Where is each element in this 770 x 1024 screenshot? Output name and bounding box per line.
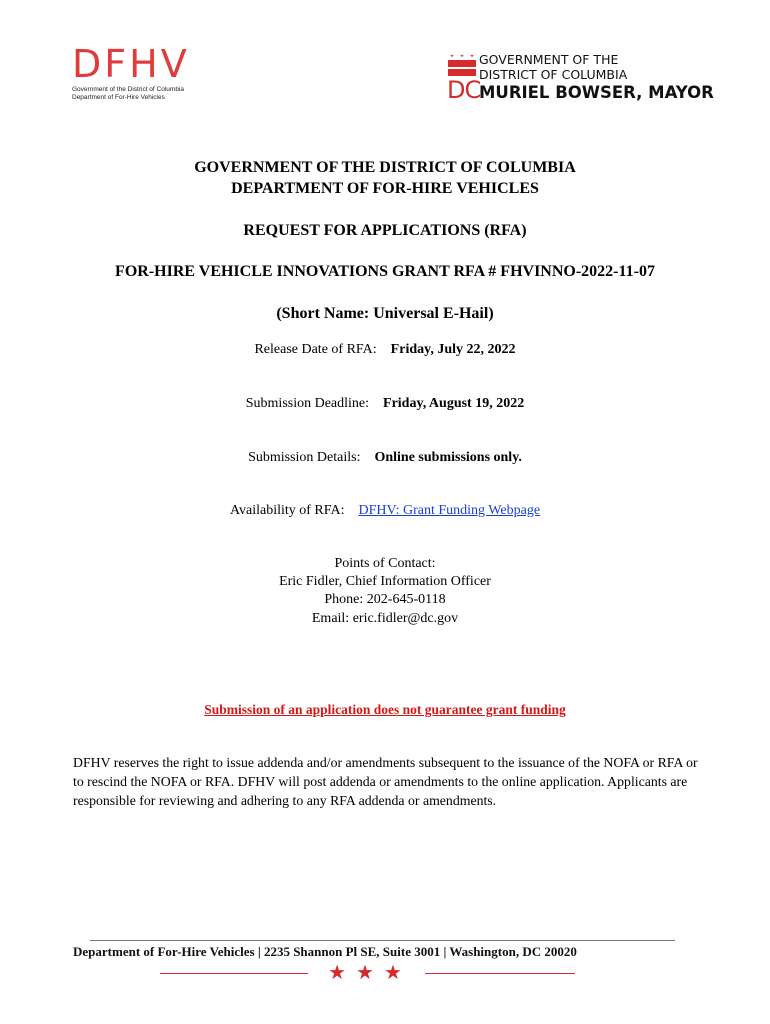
contact-phone: Phone: 202-645-0118 xyxy=(324,592,446,607)
release-date-value: Friday, July 22, 2022 xyxy=(390,342,516,357)
footer-red-rule-right xyxy=(425,973,575,974)
contact-name: Eric Fidler, Chief Information Officer xyxy=(279,574,491,589)
submission-details-label: Submission Details: xyxy=(248,450,361,465)
disclaimer-paragraph: DFHV reserves the right to issue addenda and/or amendments subsequent to the issuance of the NOFA or RFA or to rescind the NOFA or RFA. DFHV will post addenda or amendments to the online application. Applicants are responsible for reviewing and adhering to any RFA addenda or amendments. xyxy=(73,755,698,808)
contact-heading: Points of Contact: xyxy=(334,556,436,571)
submission-details-row xyxy=(0,450,770,466)
dc-flag-icon xyxy=(447,52,477,78)
dc-logo-letters: DC xyxy=(447,76,481,104)
funding-notice: Submission of an application does not guarantee grant funding xyxy=(204,702,566,717)
funding-notice-row xyxy=(0,701,770,719)
availability-row xyxy=(0,503,770,519)
dfhv-logo-subtitle-1: Government of the District of Columbia xyxy=(72,86,184,93)
title-government: GOVERNMENT OF THE DISTRICT OF COLUMBIA xyxy=(194,159,576,176)
grant-funding-webpage-link[interactable]: DFHV: Grant Funding Webpage xyxy=(358,503,541,518)
deadline-label: Submission Deadline: xyxy=(245,396,370,411)
dfhv-logo xyxy=(72,44,212,104)
release-date-label: Release Date of RFA: xyxy=(254,342,377,357)
dc-logo-line-2: DISTRICT OF COLUMBIA xyxy=(479,67,628,82)
dc-logo-mayor: MURIEL BOWSER, MAYOR xyxy=(479,83,714,102)
contact-email: Email: eric.fidler@dc.gov xyxy=(311,611,459,626)
footer-red-rule-left xyxy=(160,973,308,974)
submission-details-value: Online submissions only. xyxy=(374,450,522,465)
dfhv-wordmark: DFHV xyxy=(72,42,190,86)
title-department: DEPARTMENT OF FOR-HIRE VEHICLES xyxy=(231,180,539,197)
deadline-row xyxy=(0,396,770,412)
title-short-name: (Short Name: Universal E-Hail) xyxy=(276,305,494,322)
footer-stars-icon: ★★★ xyxy=(328,962,412,984)
release-date-row xyxy=(0,342,770,358)
footer-divider xyxy=(90,940,675,941)
dfhv-logo-subtitle-2: Department of For-Hire Vehicles xyxy=(72,94,165,101)
footer-address: Department of For-Hire Vehicles | 2235 Shannon Pl SE, Suite 3001 | Washington, DC 20020 xyxy=(73,944,577,959)
deadline-value: Friday, August 19, 2022 xyxy=(383,396,525,411)
title-rfa: REQUEST FOR APPLICATIONS (RFA) xyxy=(243,222,527,239)
dc-government-logo xyxy=(447,52,714,104)
dc-logo-line-1: GOVERNMENT OF THE xyxy=(479,52,619,67)
title-grant-number: FOR-HIRE VEHICLE INNOVATIONS GRANT RFA # FHVINNO-2022-11-07 xyxy=(115,263,655,280)
availability-label: Availability of RFA: xyxy=(229,503,345,518)
